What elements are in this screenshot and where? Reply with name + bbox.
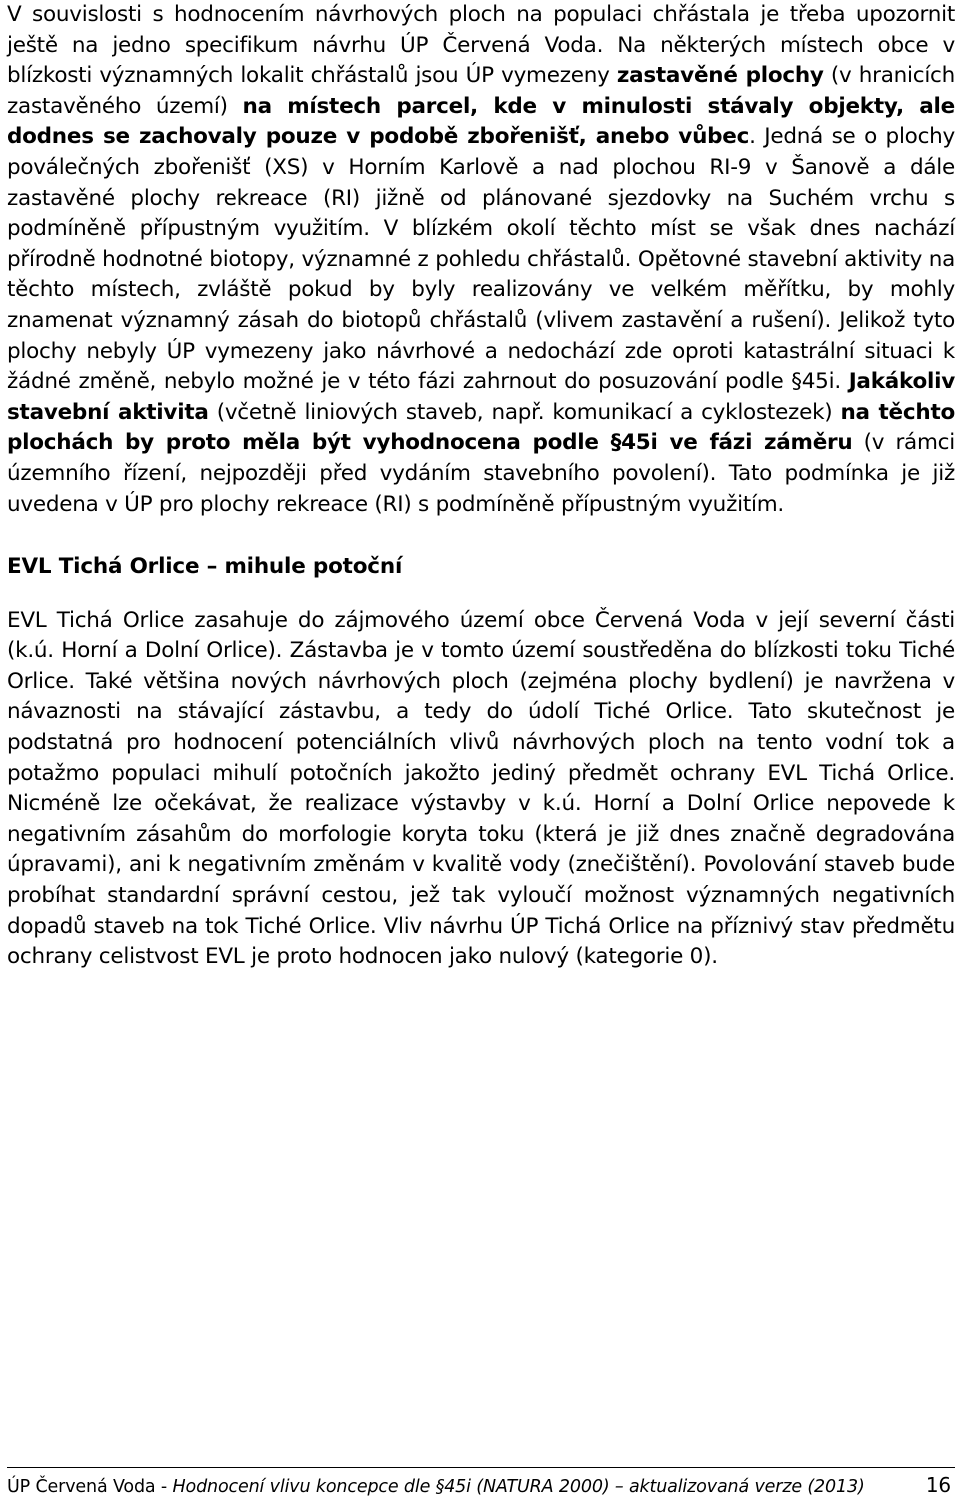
paragraph-evl-ticha-orlice: EVL Tichá Orlice zasahuje do zájmového území obce Červená Voda v její severní části (k.ú. Horní a Dolní Orlice). Zástavba je v tomto území soustředěna do blízkosti toku Tiché Orlice. Také většina nových návrhových ploch (zejména plochy bydlení) je navržena v návaznosti na stávající zástavbu, a tedy do údolí Tiché Orlice. Tato skutečnost je podstatná pro hodnocení potenciálních vlivů návrhových ploch na tento vodní tok a potažmo populaci mihulí potočních jakožto jediný předmět ochrany EVL Tichá Orlice. Nicméně lze očekávat, že realizace výstavby v k.ú. Horní a Dolní Orlice nepovede k negativním zásahům do morfologie koryta toku (která je již dnes značně degradována úpravami), ani k negativním změnám v kvalitě vody (znečištění). Povolování staveb bude probíhat standardní správní cestou, jež tak vyloučí možnost významných negativních dopadů staveb na tok Tiché Orlice. Vliv návrhu ÚP Tichá Orlice na příznivý stav předmětu ochrany celistvost EVL je proto hodnocen jako nulový (kategorie 0). [7,607,955,970]
page-footer [7,1467,955,1499]
bold-text-span: na těchto plochách by proto měla být vyhodnocena podle §45i ve fázi záměru [7,399,955,456]
footer-title [7,1475,865,1499]
bold-text-span: na místech parcel, kde v minulosti stávaly objekty, ale dodnes se zachovaly pouze v podobě zbořenišť, anebo vůbec [7,93,955,150]
text-span: (včetně liniových staveb, např. komunikací a cyklostezek) [208,399,841,425]
bold-text-span: Jakákoliv stavební aktivita [7,369,955,425]
paragraph-zastavene-plochy [7,0,955,520]
footer-prefix: ÚP Červená Voda - [7,1477,173,1497]
text-span: (v hranicích zastavěného území) [7,63,956,119]
footer-italic-title: Hodnocení vlivu koncepce dle §45i (NATURA 2000) – aktualizovaná verze (2013) [172,1477,865,1497]
text-span: (v rámci územního řízení, nejpozději před vydáním stavebního povolení). Tato podmínka je již uvedena v ÚP pro plochy rekreace (RI) s podmíněně přípustným využitím. [7,430,955,517]
text-span: . Jedná se o plochy poválečných zbořenišť (XS) v Horním Karlově a nad plochou RI-9 v Šanově a dále zastavěné plochy rekreace (RI) jižně od plánované sjezdovky na Suchém vrchu s podmíněně přípustným využitím. V blízkém okolí těchto míst se však dnes nachází přírodně hodnotné biotopy, významné z pohledu chřástalů. Opětovné stavební aktivity na těchto místech, zvláště pokud by byly realizovány ve velkém měřítku, by mohly znamenat významný zásah do biotopů chřástalů (vlivem zastavění a rušení). Jelikož tyto plochy nebyly ÚP vymezeny jako návrhové a nedochází zde oproti katastrální situaci k žádné změně, nebylo možné je v této fázi zahrnout do posuzování podle §45i. [7,124,956,395]
bold-text-span: zastavěné plochy [616,63,824,89]
text-span: V souvislosti s hodnocením návrhových ploch na populaci chřástala je třeba upozornit ještě na jedno specifikum návrhu ÚP Červená Voda. Na některých místech obce v blízkosti významných lokalit chřástalů jsou ÚP vymezeny [7,2,955,89]
section-heading-evl-ticha-orlice: EVL Tichá Orlice – mihule potoční [7,554,403,580]
document-page [7,0,955,973]
page-number: 16 [925,1473,951,1497]
